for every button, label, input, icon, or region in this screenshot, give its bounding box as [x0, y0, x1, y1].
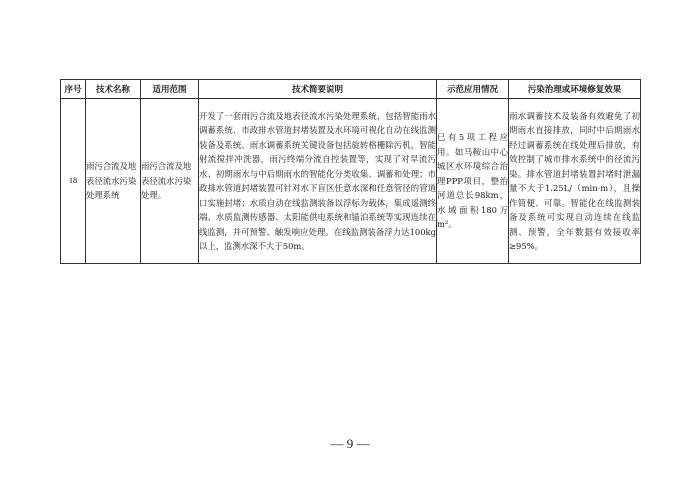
cell-tech-name: 雨污合流及地表径流水污染处理系统 [86, 99, 141, 264]
header-effect: 污染治理或环境修复效果 [509, 80, 641, 99]
cell-seq: 18 [61, 99, 86, 264]
header-demo-application: 示范应用情况 [437, 80, 509, 99]
technology-table [60, 79, 641, 264]
header-scope: 适用范围 [141, 80, 199, 99]
header-seq: 序号 [61, 80, 86, 99]
table-row [61, 99, 641, 264]
cell-demo-application: 已有5项工程应用。如马鞍山中心城区水环境综合治理PPP项目，整治河道总长98km，水域面积180万m²。 [437, 99, 509, 264]
header-description: 技术简要说明 [199, 80, 437, 99]
cell-effect: 雨水调蓄技术及装备有效避免了初期雨水直接排放，同时中后期雨水经过调蓄系统在线处理后排放，有效控制了城市排水系统中的径流污染。排水管道封堵装置封堵时泄漏量不大于1.25L/（min·m），且操作简便、可靠。智能化在线监测装备及系统可实现自动连续在线监测、预警，全年数据有效接收率≥95%。 [509, 99, 641, 264]
table-header-row [61, 80, 641, 99]
cell-scope: 雨污合流及地表径流水污染处理。 [141, 99, 199, 264]
cell-description: 开发了一套雨污合流及地表径流水污染处理系统，包括智能雨水调蓄系统、市政排水管道封堵装置及水环境可视化自动在线监测装备及系统。雨水调蓄系统关键设备包括旋转格栅除污机，智能射流搅拌冲洗器，雨污终端分流自控装置等，实现了对旱流污水、初期雨水与中后期雨水的智能化分类收集、调蓄和处理；市政排水管道封堵装置可针对水下盲区任意水深和任意管径的管道口实施封堵；水质自动在线监测装备以浮标为载体，集成遥测终端、水质监测传感器、太阳能供电系统和锚泊系统等实现连续在线监测，并可预警、触发响应处理。在线监测装备浮力达100kg以上，监测水深不大于50m。 [199, 99, 437, 264]
header-tech-name: 技术名称 [86, 80, 141, 99]
page-number: — 9 — [330, 436, 370, 451]
